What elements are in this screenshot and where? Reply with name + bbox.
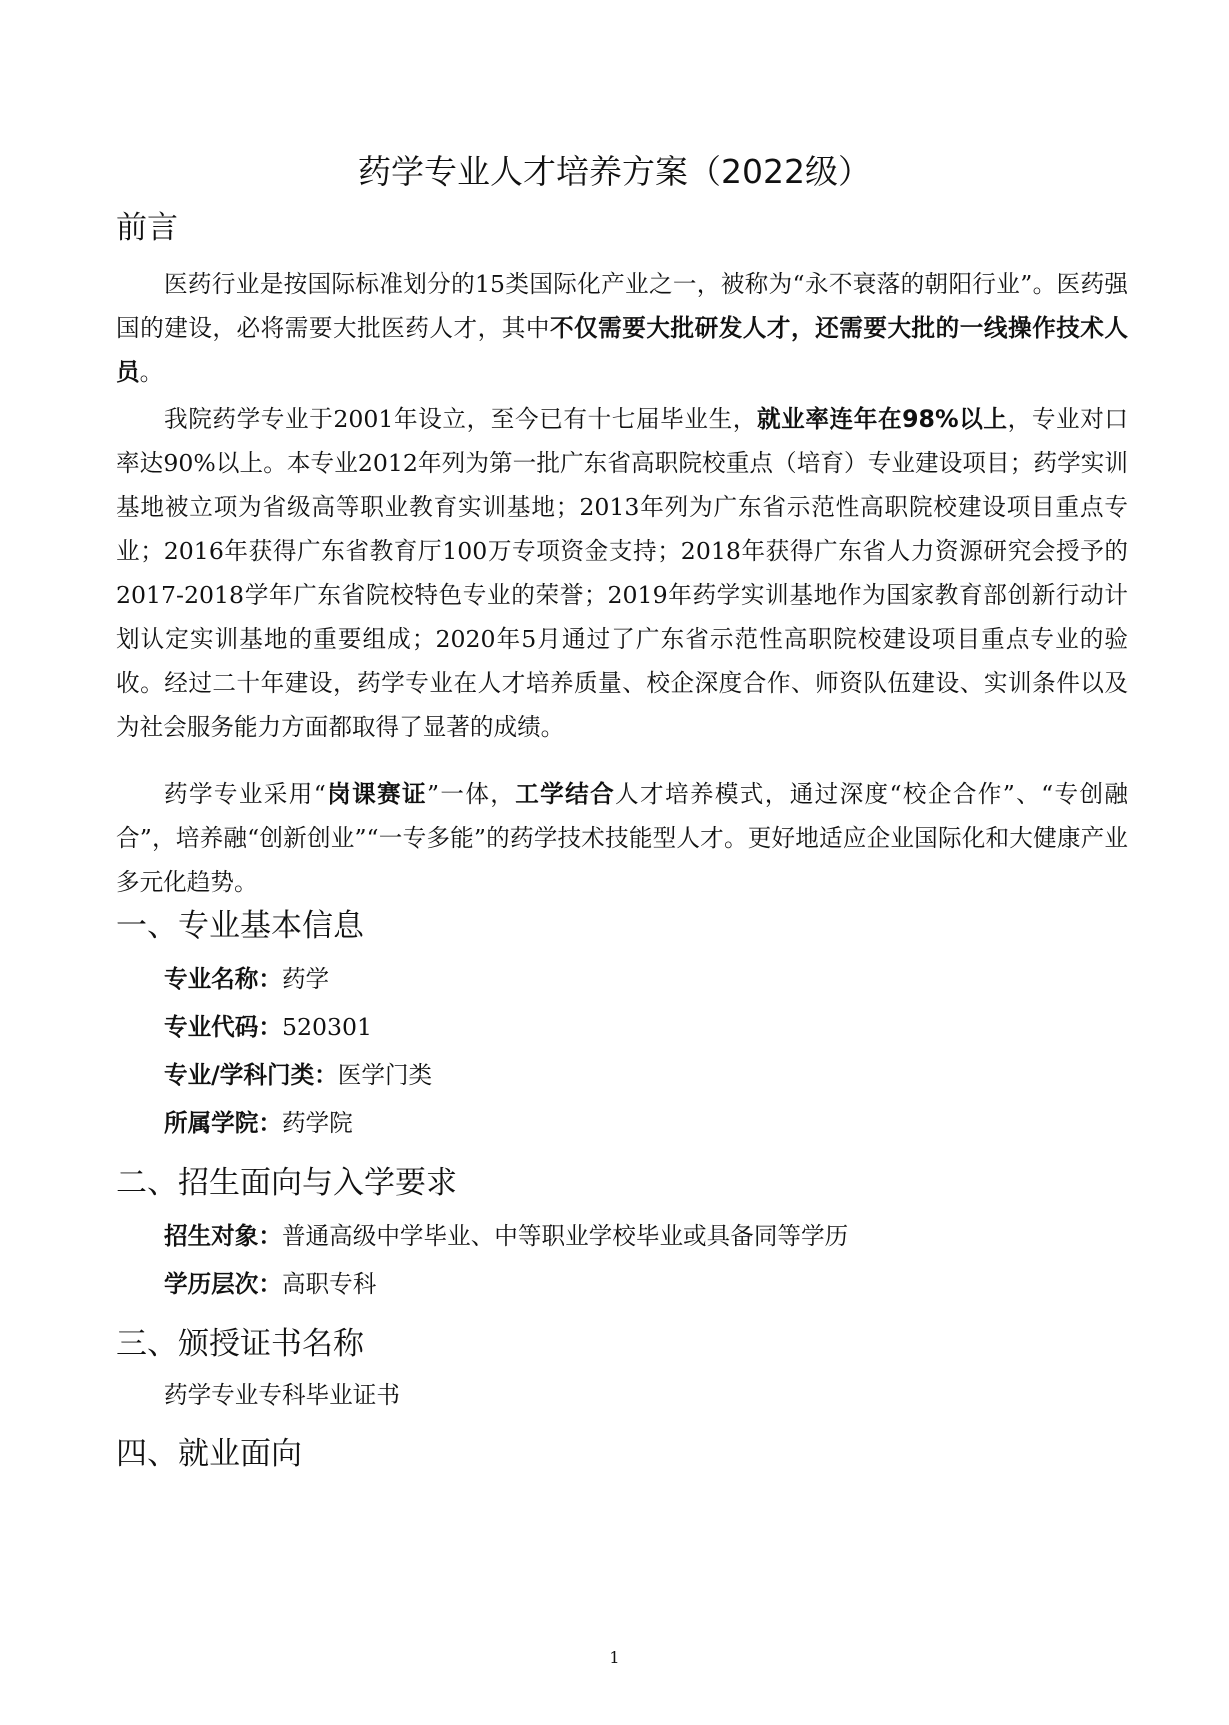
info-label: 所属学院： xyxy=(164,1109,282,1137)
preface-heading: 前言 xyxy=(116,210,178,246)
info-value: 普通高级中学毕业、中等职业学校毕业或具备同等学历 xyxy=(281,1222,849,1250)
info-value: 药学 xyxy=(281,965,330,993)
preface-p1-emphasis: 不仅需要大批研发人才，还需要大批的一线操作技术人员 xyxy=(116,314,1129,386)
info-label: 专业/学科门类： xyxy=(164,1061,338,1089)
preface-paragraph-3 xyxy=(116,772,1128,904)
info-education-level xyxy=(164,1267,376,1301)
preface-p3-emphasis-2: 工学结合 xyxy=(515,780,616,808)
info-value: 高职专科 xyxy=(281,1270,377,1298)
preface-paragraph-1 xyxy=(116,262,1128,394)
info-label: 学历层次： xyxy=(164,1270,282,1298)
info-major-name xyxy=(164,962,329,996)
preface-p3-emphasis-1: 岗课赛证 xyxy=(325,780,427,808)
info-discipline xyxy=(164,1058,432,1092)
info-value: 药学院 xyxy=(281,1109,353,1137)
preface-paragraph-2 xyxy=(116,397,1128,749)
info-enrollment-target xyxy=(164,1219,848,1253)
info-value: 医学门类 xyxy=(337,1061,433,1089)
section1-heading: 一、专业基本信息 xyxy=(116,908,364,944)
info-value: 520301 xyxy=(281,1013,373,1041)
info-label: 专业名称： xyxy=(164,965,282,993)
preface-p2-text: 我院药学专业于2001年设立，至今已有十七届毕业生， xyxy=(164,405,757,433)
info-label: 招生对象： xyxy=(164,1222,282,1250)
info-label: 专业代码： xyxy=(164,1013,282,1041)
info-college xyxy=(164,1106,353,1140)
page-number: 1 xyxy=(609,1648,620,1667)
preface-p2-rest: ，专业对口率达90%以上。本专业2012年列为第一批广东省高职院校重点（培育）专业建设项目；药学实训基地被立项为省级高等职业教育实训基地；2013年列为广东省示范性高职院校建设项目重点专业；2016年获得广东省教育厅100万专项资金支持；2018年获得广东省人力资源研究会授予的2017-2018学年广东省院校特色专业的荣誉；2019年药学实训基地作为国家教育部创新行动计划认定实训基地的重要组成；2020年5月通过了广东省示范性高职院校建设项目重点专业的验收。经过二十年建设，药学专业在人才培养质量、校企深度合作、师资队伍建设、实训条件以及为社会服务能力方面都取得了显著的成绩。 xyxy=(116,405,1129,741)
info-major-code xyxy=(164,1010,372,1044)
preface-p1-text: 医药行业是按国际标准划分的15类国际化产业之一，被称为“永不衰落的朝阳行业”。医药强国的建设，必将需要大批医药人才，其中 xyxy=(116,270,1128,342)
preface-p3-rest: 人才培养模式，通过深度“校企合作”、“专创融合”，培养融“创新创业”“一专多能”的药学技术技能型人才。更好地适应企业国际化和大健康产业多元化趋势。 xyxy=(116,780,1129,896)
preface-p3-text-2: ”一体， xyxy=(426,780,516,808)
document-title: 药学专业人才培养方案（2022级） xyxy=(358,152,871,191)
preface-p2-emphasis: 就业率连年在98%以上 xyxy=(756,405,1008,433)
preface-p1-end: 。 xyxy=(139,358,164,386)
section4-heading: 四、就业面向 xyxy=(116,1436,302,1472)
preface-p3-text: 药学专业采用“ xyxy=(164,780,326,808)
section3-heading: 三、颁授证书名称 xyxy=(116,1326,364,1362)
certificate-name: 药学专业专科毕业证书 xyxy=(164,1381,400,1409)
section2-heading: 二、招生面向与入学要求 xyxy=(116,1165,457,1201)
